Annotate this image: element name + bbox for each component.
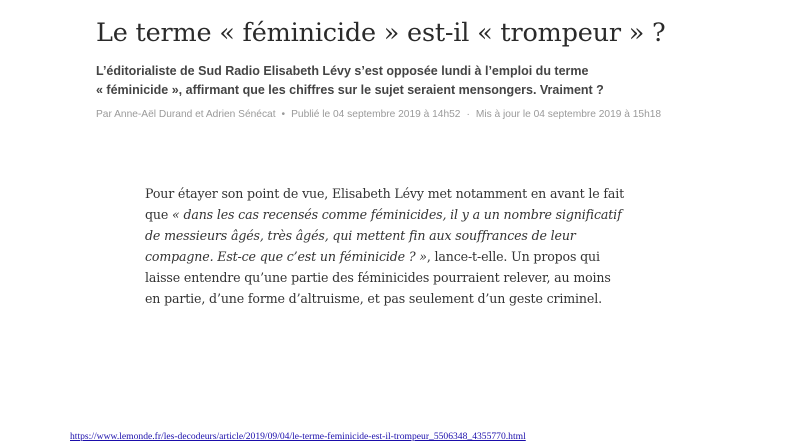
article-excerpt — [145, 183, 625, 309]
article-byline — [96, 109, 706, 120]
lede-line-2: « féminicide », affirmant que les chiffres sur le sujet seraient mensongers. Vraiment ? — [96, 83, 604, 97]
byline-separator: • — [281, 109, 286, 120]
byline-updated: Mis à jour le 04 septembre 2019 à 15h18 — [475, 109, 662, 120]
byline-separator-2: · — [466, 109, 470, 120]
excerpt-intro: Pour étayer son point de vue, Elisabeth Lévy met notamment en avant le fait que — [145, 186, 625, 222]
source-url-link[interactable]: https://www.lemonde.fr/les-decodeurs/article/2019/09/04/le-terme-feminicide-est-il-trompeur_5506348_4355770.html — [70, 431, 526, 442]
article-headline: Le terme « féminicide » est-il « trompeur » ? — [96, 18, 666, 48]
excerpt-conclusion: , lance-t-elle. Un propos qui laisse entendre qu’une partie des féminicides pourraient relever, au moins en partie, d’une forme d’altruisme, et pas seulement d’un geste criminel. — [145, 249, 611, 306]
article-lede — [96, 62, 656, 100]
excerpt-quotation: « dans les cas recensés comme féminicides, il y a un nombre significatif de messieurs âgés, très âgés, qui mettent fin aux souffrances de leur compagne. Est-ce que c’est un féminicide ? » — [145, 207, 622, 264]
byline-authors[interactable]: Par Anne-Aël Durand et Adrien Sénécat — [96, 109, 276, 120]
byline-published: Publié le 04 septembre 2019 à 14h52 — [291, 109, 461, 120]
lede-line-1: L’éditorialiste de Sud Radio Elisabeth Lévy s’est opposée lundi à l’emploi du terme — [96, 64, 589, 78]
